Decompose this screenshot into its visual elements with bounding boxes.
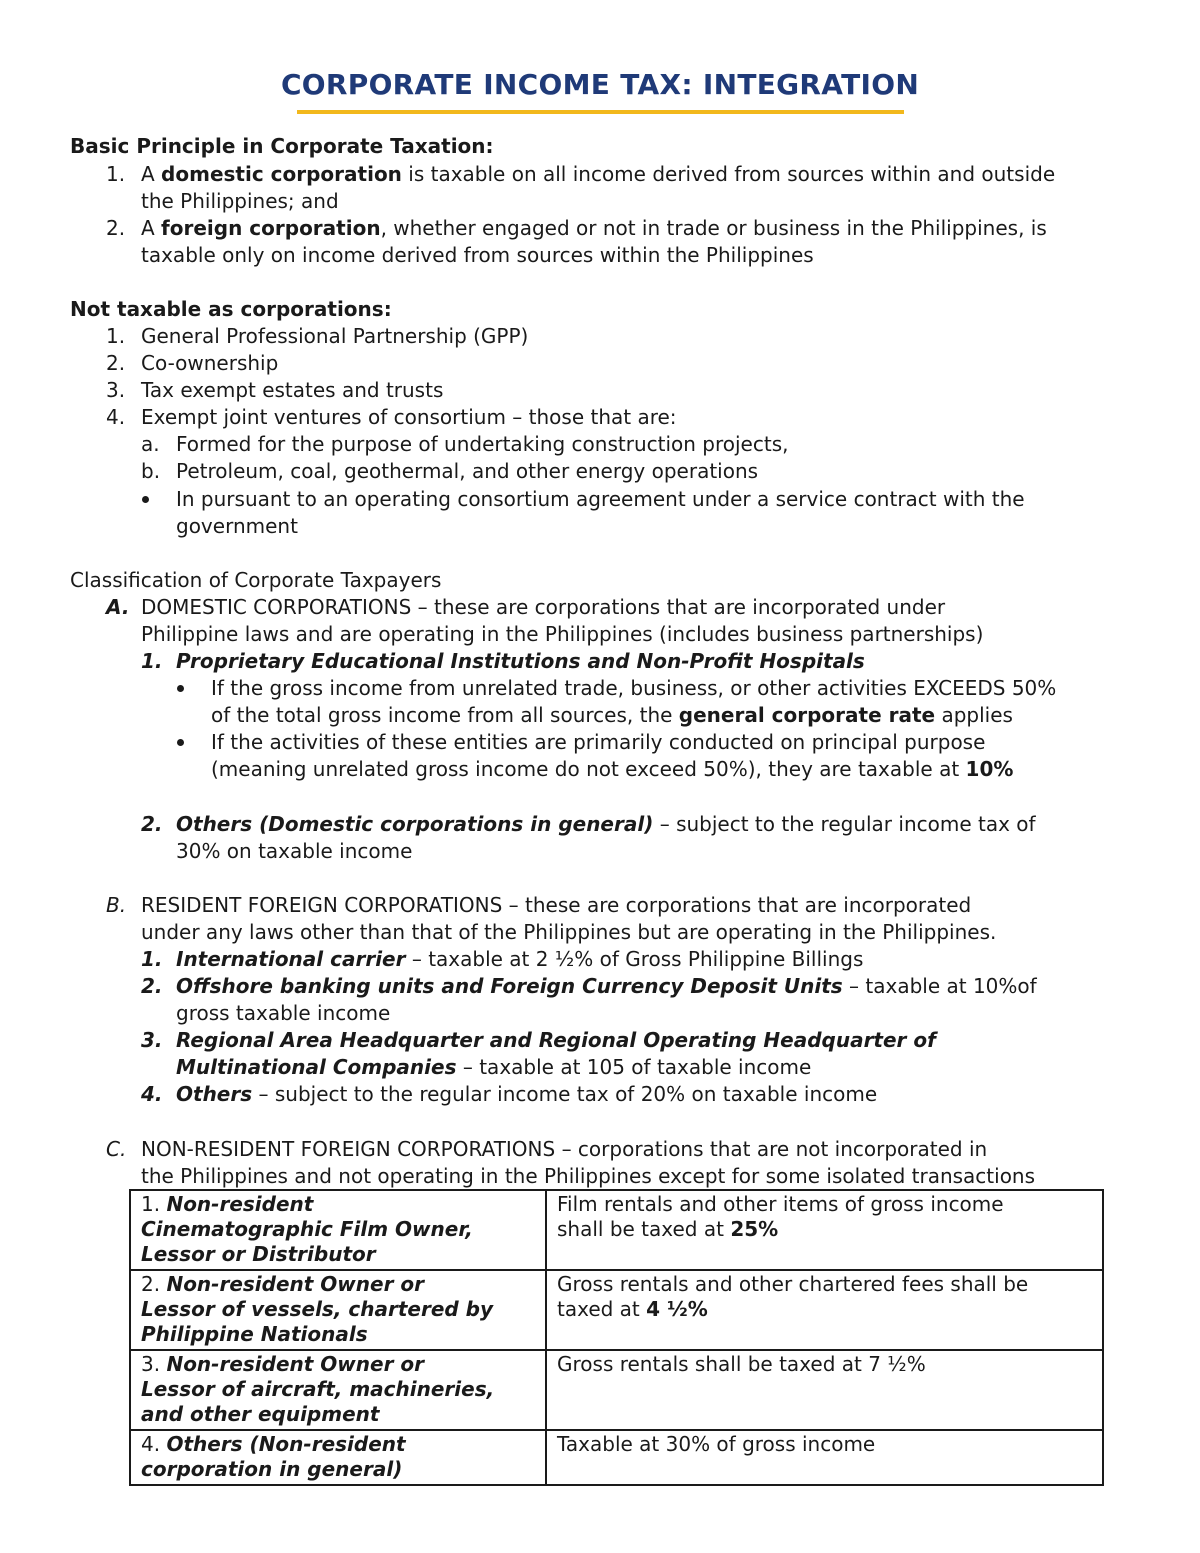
subsection-item: Regional Area Headquarter and Regional Operating Headquarter of	[176, 1028, 936, 1052]
page-title: CORPORATE INCOME TAX: INTEGRATION	[280, 68, 920, 101]
table-row	[130, 1190, 1103, 1270]
subsection-number: 1.	[141, 649, 163, 673]
list-item-continuation: the Philippines; and	[141, 189, 339, 213]
title-underline	[297, 110, 904, 114]
list-item: A foreign corporation, whether engaged or not in trade or business in the Philippines, is	[141, 216, 1047, 240]
subsection-continuation: Multinational Companies – taxable at 105 of taxable income	[176, 1055, 812, 1079]
table-cell-rate: Gross rentals shall be taxed at 7 ½%	[546, 1350, 1103, 1430]
table-row	[130, 1270, 1103, 1350]
subsection-item: International carrier – taxable at 2 ½% of Gross Philippine Billings	[176, 947, 864, 971]
subsection-continuation: 30% on taxable income	[176, 839, 413, 863]
sub-list-letter: a.	[141, 432, 160, 456]
sub-list-item: Petroleum, coal, geothermal, and other energy operations	[176, 459, 759, 483]
section-b-heading: RESIDENT FOREIGN CORPORATIONS – these are corporations that are incorporated	[141, 893, 972, 917]
table-cell-rate: Film rentals and other items of gross income shall be taxed at 25%	[546, 1190, 1103, 1270]
list-number: 1.	[106, 162, 126, 186]
subsection-number: 2.	[141, 812, 163, 836]
bullet-icon	[177, 739, 184, 746]
not-taxable-heading: Not taxable as corporations:	[70, 297, 392, 321]
bullet-icon	[142, 496, 149, 503]
section-letter: B.	[106, 893, 127, 917]
subsection-item: Offshore banking units and Foreign Currency Deposit Units – taxable at 10%of	[176, 974, 1037, 998]
list-number: 4.	[106, 405, 126, 429]
bullet-item-continuation: government	[176, 514, 298, 538]
bullet-item: If the gross income from unrelated trade, business, or other activities EXCEEDS 50%	[211, 676, 1057, 700]
table-cell-rate: Gross rentals and other chartered fees shall be taxed at 4 ½%	[546, 1270, 1103, 1350]
table-cell-type: 1. Non-resident Cinematographic Film Owner, Lessor or Distributor	[130, 1190, 546, 1270]
section-a-heading: DOMESTIC CORPORATIONS – these are corporations that are incorporated under	[141, 595, 946, 619]
subsection-number: 1.	[141, 947, 163, 971]
table-row	[130, 1430, 1103, 1485]
subsection-number: 4.	[141, 1082, 163, 1106]
subsection-title: Proprietary Educational Institutions and Non-Profit Hospitals	[176, 649, 865, 673]
table-cell-type: 4. Others (Non-resident corporation in general)	[130, 1430, 546, 1485]
subsection-title: Others (Domestic corporations in general) – subject to the regular income tax of	[176, 812, 1036, 836]
section-c-heading: NON-RESIDENT FOREIGN CORPORATIONS – corporations that are not incorporated in	[141, 1137, 988, 1161]
sub-list-item: Formed for the purpose of undertaking construction projects,	[176, 432, 789, 456]
bullet-item: If the activities of these entities are primarily conducted on principal purpose	[211, 730, 986, 754]
list-item-continuation: taxable only on income derived from sources within the Philippines	[141, 243, 814, 267]
list-item: General Professional Partnership (GPP)	[141, 324, 529, 348]
table-cell-type: 3. Non-resident Owner or Lessor of aircraft, machineries, and other equipment	[130, 1350, 546, 1430]
table-cell-type: 2. Non-resident Owner or Lessor of vessels, chartered by Philippine Nationals	[130, 1270, 546, 1350]
table-row	[130, 1350, 1103, 1430]
list-item: Exempt joint ventures of consortium – those that are:	[141, 405, 677, 429]
list-number: 2.	[106, 351, 126, 375]
bullet-item-continuation: (meaning unrelated gross income do not exceed 50%), they are taxable at 10%	[211, 757, 1014, 781]
bullet-icon	[177, 685, 184, 692]
section-c-description: the Philippines and not operating in the Philippines except for some isolated transactions	[141, 1164, 1036, 1188]
subsection-item: Others – subject to the regular income tax of 20% on taxable income	[176, 1082, 878, 1106]
basic-heading: Basic Principle in Corporate Taxation:	[70, 134, 494, 158]
section-letter: C.	[106, 1137, 127, 1161]
list-item: Tax exempt estates and trusts	[141, 378, 444, 402]
list-number: 1.	[106, 324, 126, 348]
sub-list-letter: b.	[141, 459, 161, 483]
subsection-number: 3.	[141, 1028, 163, 1052]
section-a-description: Philippine laws and are operating in the Philippines (includes business partnerships)	[141, 622, 984, 646]
list-number: 2.	[106, 216, 126, 240]
list-number: 3.	[106, 378, 126, 402]
subsection-number: 2.	[141, 974, 163, 998]
bullet-item: In pursuant to an operating consortium agreement under a service contract with the	[176, 487, 1025, 511]
non-resident-rates-table	[129, 1189, 1104, 1486]
list-item: A domestic corporation is taxable on all income derived from sources within and outside	[141, 162, 1056, 186]
classification-heading: Classification of Corporate Taxpayers	[70, 568, 442, 592]
subsection-continuation: gross taxable income	[176, 1001, 391, 1025]
section-letter: A.	[106, 595, 130, 619]
section-b-description: under any laws other than that of the Philippines but are operating in the Philippines.	[141, 920, 997, 944]
list-item: Co-ownership	[141, 351, 279, 375]
bullet-item-continuation: of the total gross income from all sources, the general corporate rate applies	[211, 703, 1013, 727]
table-cell-rate: Taxable at 30% of gross income	[546, 1430, 1103, 1485]
